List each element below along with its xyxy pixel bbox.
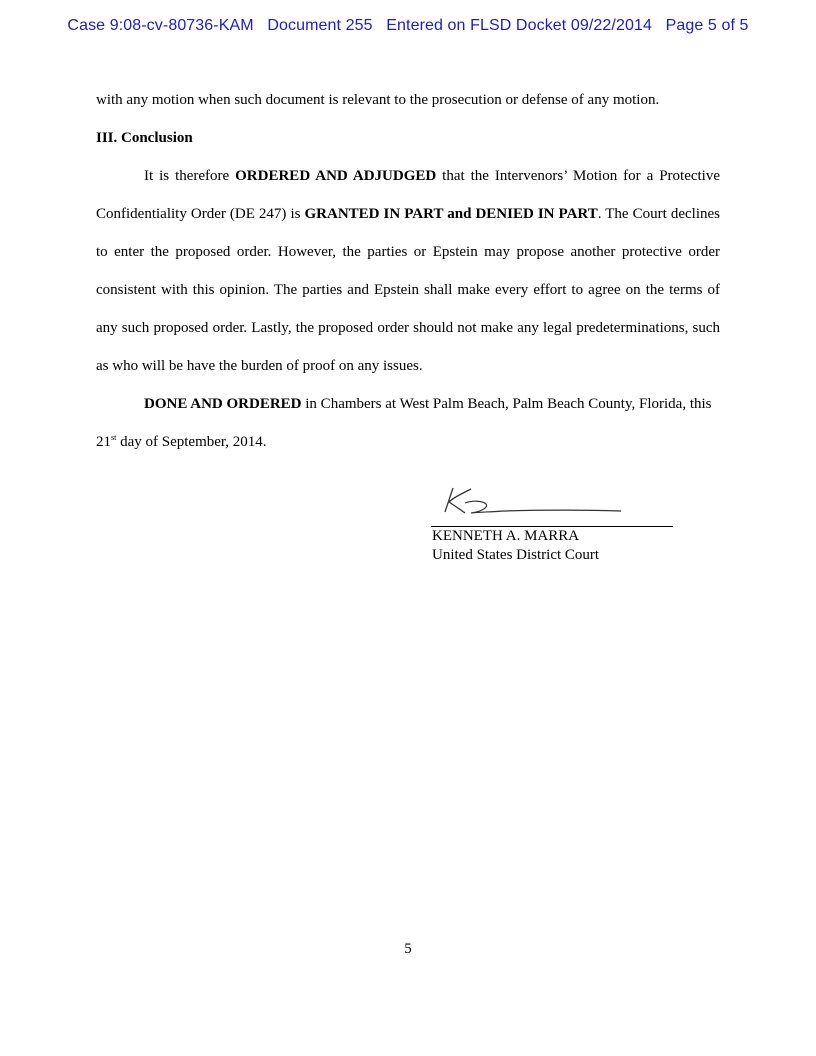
judge-name: KENNETH A. MARRA <box>432 528 580 544</box>
docket-entry: Entered on FLSD Docket 09/22/2014 <box>386 17 652 34</box>
done-text: in Chambers at West Palm Beach, Palm Beach County, Florida, this 21 <box>96 396 712 450</box>
paragraph-done-ordered <box>96 385 720 461</box>
ordinal-suffix: st <box>111 433 117 442</box>
page-indicator: Page 5 of 5 <box>665 17 749 34</box>
order-lead: It is therefore <box>144 168 236 184</box>
done-text-end: day of September, 2014. <box>116 434 267 450</box>
granted-denied: GRANTED IN PART and DENIED IN PART <box>304 206 598 222</box>
order-mid: that the Intervenors’ Motion for a Protective Confidentiality Order (DE 247) is <box>96 168 721 222</box>
judge-title: United States District Court <box>432 547 600 563</box>
order-tail: . The Court declines to enter the proposed order. However, the parties or Epstein may propose another protective order consistent with this opinion. The parties and Epstein shall make every effort to agree on the terms of any such proposed order. Lastly, the proposed order should not make any legal predeterminations, such as who will be have the burden of proof on any issues. <box>96 206 720 374</box>
page-number: 5 <box>404 941 412 957</box>
section-heading: III. Conclusion <box>96 130 193 146</box>
paragraph-continuation: with any motion when such document is relevant to the prosecution or defense of any motion. <box>96 92 660 108</box>
case-number: Case 9:08-cv-80736-KAM <box>67 17 254 34</box>
ordered-adjudged: ORDERED AND ADJUDGED <box>235 168 437 184</box>
signature-line <box>431 482 673 527</box>
document-number: Document 255 <box>267 17 373 34</box>
done-and-ordered: DONE AND ORDERED <box>144 396 302 412</box>
paragraph-order <box>96 157 720 385</box>
handwritten-signature <box>431 482 673 526</box>
docket-header <box>0 17 816 35</box>
